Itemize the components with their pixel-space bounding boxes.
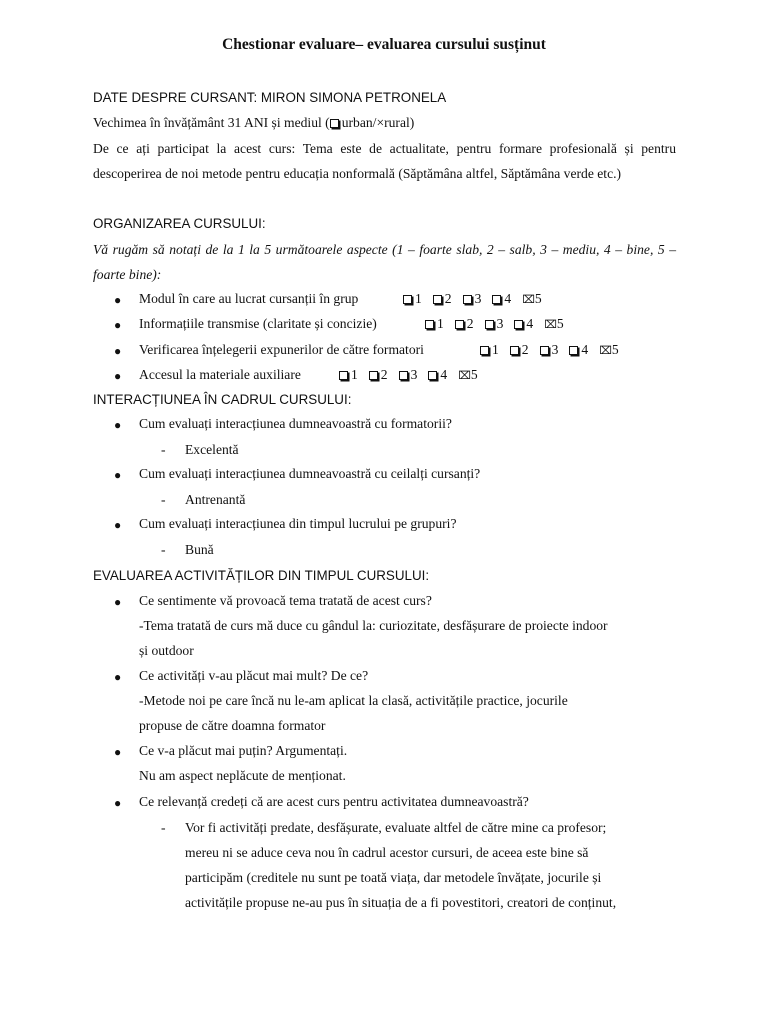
checkbox-icon [514, 320, 523, 329]
checked-box-icon: ⌧ [599, 345, 611, 357]
rating-option-label: 4 [526, 316, 534, 331]
activity-question: Ce v-a plăcut mai puțin? Argumentați. [139, 743, 348, 758]
rating-option-2[interactable] [369, 367, 388, 383]
rating-options [403, 291, 542, 308]
checked-box-icon: ⌧ [458, 370, 470, 382]
rating-option-3[interactable] [485, 316, 504, 332]
checkbox-icon [485, 320, 494, 329]
interaction-heading: INTERACȚIUNEA ÎN CADRUL CURSULUI: [93, 392, 352, 407]
rating-option-label: 3 [551, 342, 559, 357]
rating-option-label: 1 [351, 367, 358, 382]
activities-heading: EVALUAREA ACTIVITĂȚILOR DIN TIMPUL CURSULUI: [93, 568, 430, 583]
bullet-icon: ● [114, 468, 122, 482]
rating-instruction: Vă rugăm să notați de la 1 la 5 următoarele aspecte (1 – foarte slab, 2 – salb, 3 – mediu, 4 – bine, 5 – foarte bine): [93, 242, 676, 282]
rating-option-5[interactable] [458, 367, 477, 384]
interaction-answer: Antrenantă [185, 492, 246, 507]
rural-label: ×rural) [376, 115, 415, 130]
rating-option-1[interactable] [425, 316, 444, 332]
rating-option-2[interactable] [510, 342, 529, 358]
rating-item-label: Modul în care au lucrat cursanții în grup [139, 291, 359, 306]
bullet-icon: ● [114, 518, 122, 532]
bullet-icon: ● [114, 293, 122, 307]
rating-option-3[interactable] [399, 367, 418, 383]
checkbox-icon [480, 346, 489, 355]
page-title: Chestionar evaluare– evaluarea cursului susținut [222, 36, 546, 53]
bullet-icon: ● [114, 796, 122, 810]
rating-option-1[interactable] [403, 291, 422, 307]
interaction-answer: Excelentă [185, 442, 239, 457]
rating-option-2[interactable] [433, 291, 452, 307]
relevance-line: activitățile propuse ne-au pus în situația de a fi povestitori, creatori de conținut, [185, 895, 617, 910]
bullet-icon: ● [114, 670, 122, 684]
rating-item-label: Verificarea înțelegerii expunerilor de către formatori [139, 342, 424, 357]
rating-option-2[interactable] [455, 316, 474, 332]
checkbox-icon [455, 320, 464, 329]
rating-options [339, 367, 478, 384]
rating-option-label: 2 [521, 342, 529, 357]
rating-option-label: 2 [444, 291, 452, 306]
participation-reason: De ce ați participat la acest curs: Tema este de actualitate, pentru formare profesională și pentru descoperirea de noi metode pentru educația nonformală (Săptămâna altfel, Săptămâna verde etc.) [93, 141, 676, 181]
rating-item-label: Accesul la materiale auxiliare [139, 367, 301, 382]
seniority-text: Vechimea în învățământ 31 ANI și mediul ( [93, 115, 330, 130]
urban-checkbox[interactable] [330, 119, 339, 128]
rating-option-4[interactable] [492, 291, 511, 307]
activity-question: Ce sentimente vă provoacă tema tratată de acest curs? [139, 593, 432, 608]
activity-answer: -Tema tratată de curs mă duce cu gândul la: curiozitate, desfășurare de proiecte indoor [139, 618, 608, 633]
bullet-icon: ● [114, 595, 122, 609]
dash-marker: - [161, 442, 166, 457]
checkbox-icon [369, 371, 378, 380]
rating-option-label: 3 [496, 316, 504, 331]
rating-option-label: 5 [556, 316, 564, 331]
rating-options [480, 342, 619, 359]
interaction-answer: Bună [185, 542, 214, 557]
interaction-question: Cum evaluați interacțiunea dumneavoastră cu formatorii? [139, 416, 452, 431]
checked-box-icon: ⌧ [544, 319, 556, 331]
bullet-icon: ● [114, 344, 122, 358]
rating-option-4[interactable] [569, 342, 588, 358]
checkbox-icon [399, 371, 408, 380]
bullet-icon: ● [114, 745, 122, 759]
seniority-line [93, 115, 414, 131]
rating-options [425, 316, 564, 333]
bullet-icon: ● [114, 369, 122, 383]
interaction-question: Cum evaluați interacțiunea dumneavoastră cu ceilalți cursanți? [139, 466, 481, 481]
rating-option-1[interactable] [480, 342, 499, 358]
rating-option-label: 5 [470, 367, 478, 382]
rating-option-label: 4 [581, 342, 589, 357]
dash-marker: - [161, 820, 166, 835]
rating-option-label: 5 [534, 291, 542, 306]
interaction-question: Cum evaluați interacțiunea din timpul lucrului pe grupuri? [139, 516, 457, 531]
rating-option-5[interactable] [599, 342, 618, 359]
bullet-icon: ● [114, 418, 122, 432]
activity-question: Ce activități v-au plăcut mai mult? De ce? [139, 668, 369, 683]
rating-option-3[interactable] [540, 342, 559, 358]
checkbox-icon [569, 346, 578, 355]
checkbox-icon [339, 371, 348, 380]
rating-option-1[interactable] [339, 367, 358, 383]
checkbox-icon [540, 346, 549, 355]
rating-option-label: 2 [380, 367, 388, 382]
rating-option-5[interactable] [522, 291, 541, 308]
checkbox-icon [492, 295, 501, 304]
relevance-line: participăm (creditele nu sunt pe toată viața, dar metodele învățate, jocurile și [185, 870, 602, 885]
rating-option-5[interactable] [544, 316, 563, 333]
urban-label: urban/ [341, 115, 377, 130]
checkbox-icon [463, 295, 472, 304]
rating-option-label: 1 [437, 316, 444, 331]
rating-option-label: 4 [504, 291, 512, 306]
rating-option-4[interactable] [428, 367, 447, 383]
rating-option-3[interactable] [463, 291, 482, 307]
activity-answer: propuse de către doamna formator [139, 718, 326, 733]
activity-answer: -Metode noi pe care încă nu le-am aplicat la clasă, activitățile practice, jocurile [139, 693, 568, 708]
checked-box-icon: ⌧ [522, 294, 534, 306]
dash-marker: - [161, 542, 166, 557]
rating-option-label: 1 [415, 291, 422, 306]
rating-option-label: 4 [440, 367, 448, 382]
activity-answer: și outdoor [139, 643, 194, 658]
rating-option-label: 2 [466, 316, 474, 331]
participant-name-line: DATE DESPRE CURSANT: MIRON SIMONA PETRONELA [93, 90, 447, 105]
dash-marker: - [161, 492, 166, 507]
rating-option-4[interactable] [514, 316, 533, 332]
rating-option-label: 5 [611, 342, 619, 357]
checkbox-icon [428, 371, 437, 380]
rating-option-label: 3 [474, 291, 482, 306]
checkbox-icon [510, 346, 519, 355]
bullet-icon: ● [114, 318, 122, 332]
organization-heading: ORGANIZAREA CURSULUI: [93, 216, 266, 231]
checkbox-icon [433, 295, 442, 304]
relevance-line: mereu ni se aduce ceva nou în cadrul acestor cursuri, de aceea este bine să [185, 845, 589, 860]
checkbox-icon [403, 295, 412, 304]
checkbox-icon [425, 320, 434, 329]
rating-option-label: 1 [492, 342, 499, 357]
activity-answer: Nu am aspect neplăcute de menționat. [139, 768, 346, 783]
rating-item-label: Informațiile transmise (claritate și concizie) [139, 316, 377, 331]
relevance-line: Vor fi activități predate, desfășurate, evaluate altfel de către mine ca profesor; [185, 820, 607, 835]
activity-question: Ce relevanță credeți că are acest curs pentru activitatea dumneavoastră? [139, 794, 529, 809]
rating-option-label: 3 [410, 367, 418, 382]
